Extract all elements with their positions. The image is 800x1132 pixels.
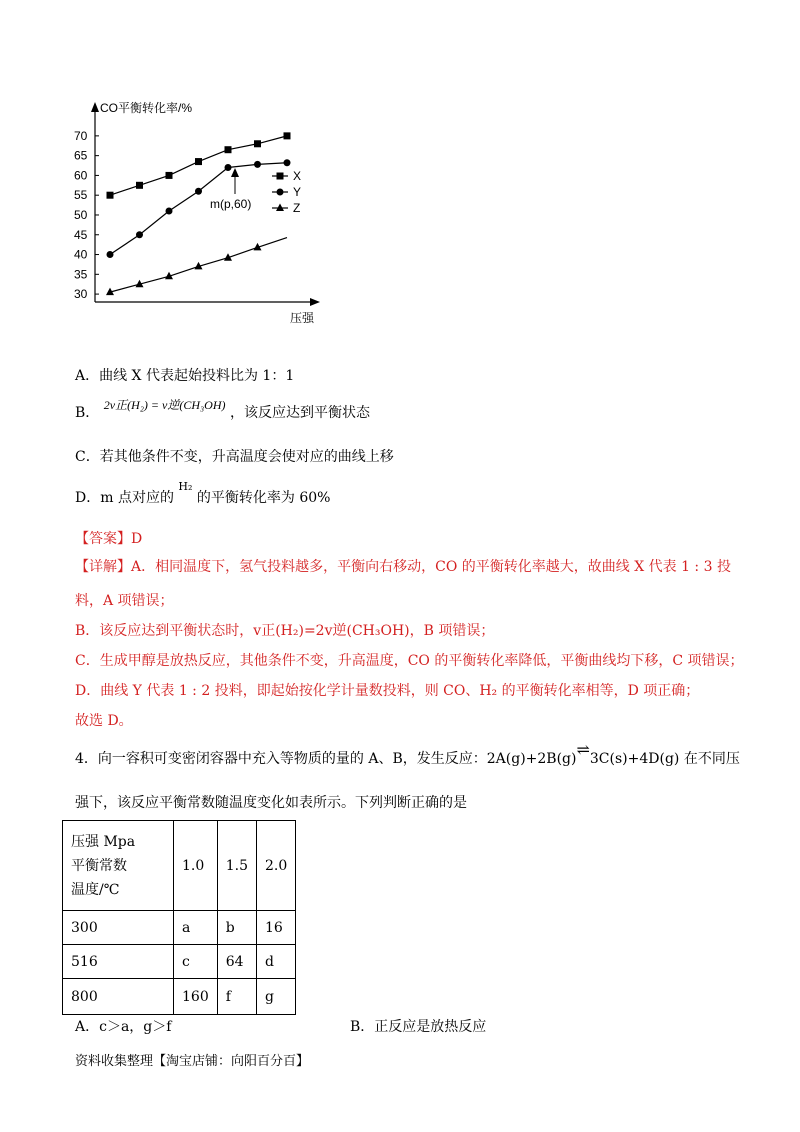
header-constant: 平衡常数	[71, 857, 127, 874]
legend-label-x: X	[293, 169, 302, 183]
y-tick-label: 55	[74, 188, 88, 203]
equilibrium-arrow-icon: ⇌	[576, 740, 590, 759]
option-b-formula: 2v正(H₂) = v逆(CH₃OH)	[103, 398, 226, 412]
table-cell: 300	[63, 911, 174, 945]
option-d-h2: H₂	[178, 480, 193, 493]
option-b-prefix: B．	[75, 405, 100, 421]
table-cell: d	[257, 945, 296, 979]
y-tick-label: 65	[74, 148, 88, 163]
annotation-m	[210, 168, 251, 211]
header-col-2: 1.5	[217, 821, 256, 911]
option-d	[75, 480, 331, 507]
q4-option-a: A．c＞a，g＞f	[75, 1019, 172, 1035]
legend-label-y: Y	[293, 185, 302, 199]
data-point-x	[254, 140, 261, 147]
table-row	[63, 911, 296, 945]
header-col-1: 1.0	[174, 821, 218, 911]
legend-marker-x	[277, 173, 284, 180]
y-tick-label: 35	[74, 267, 88, 282]
option-d-prefix: D．m 点对应的	[75, 490, 174, 506]
explain-line-4: C．生成甲醇是放热反应，其他条件不变，升高温度，CO 的平衡转化率降低，平衡曲线均下移，C 项错误；	[75, 653, 744, 669]
header-temperature: 温度/℃	[71, 881, 120, 898]
data-point-x	[166, 172, 173, 179]
chart-series	[106, 132, 291, 295]
data-point-y	[254, 161, 261, 168]
table-cell: 64	[217, 945, 256, 979]
data-point-y	[107, 251, 114, 258]
series-line-y	[110, 163, 287, 255]
table-cell: 800	[63, 979, 174, 1015]
option-b-suffix: ，该反应达到平衡状态	[229, 405, 370, 421]
x-axis-arrow	[310, 298, 320, 306]
table-header-cell	[63, 821, 174, 911]
series-z	[106, 238, 287, 296]
table-cell: c	[174, 945, 218, 979]
chart-legend	[272, 169, 301, 215]
q4-stem-line-1	[75, 740, 740, 768]
q4-stem-part-1: 4．向一容积可变密闭容器中充入等物质的量的 A、B，发生反应：2A(g)+2B(g)	[75, 751, 577, 767]
q4-table	[62, 820, 296, 1015]
y-tick-label: 45	[74, 227, 88, 242]
annotation-label: m(p,60)	[210, 197, 252, 211]
y-axis-arrow	[91, 102, 99, 112]
table-cell: f	[217, 979, 256, 1015]
y-tick-label: 60	[74, 168, 88, 183]
table-cell: 516	[63, 945, 174, 979]
table-row	[63, 945, 296, 979]
data-point-x	[136, 182, 143, 189]
explain-line-2: 料，A 项错误；	[75, 593, 174, 609]
y-tick-label: 30	[74, 287, 88, 302]
table-cell: a	[174, 911, 218, 945]
header-pressure: 压强 Mpa	[71, 833, 136, 850]
option-b	[75, 398, 370, 422]
legend-marker-z	[276, 204, 284, 212]
option-d-suffix: 的平衡转化率为 60%	[196, 490, 331, 506]
y-axis-label: CO平衡转化率/%	[100, 101, 193, 115]
legend-label-z: Z	[293, 201, 301, 215]
table-cell: 16	[257, 911, 296, 945]
co-conversion-chart	[60, 90, 340, 330]
table-header-row	[63, 821, 296, 911]
header-col-3: 2.0	[257, 821, 296, 911]
explain-line-6: 故选 D。	[75, 713, 133, 729]
data-point-x	[195, 158, 202, 165]
data-point-y	[284, 159, 291, 166]
data-point-x	[225, 146, 232, 153]
q4-stem-line-2: 强下，该反应平衡常数随温度变化如表所示。下列判断正确的是	[75, 795, 467, 811]
footer-text: 资料收集整理【淘宝店铺：向阳百分百】	[75, 1054, 310, 1069]
table-cell: 160	[174, 979, 218, 1015]
explain-line-1: 【详解】A．相同温度下，氢气投料越多，平衡向右移动，CO 的平衡转化率越大，故曲线 X 代表 1 : 3 投	[75, 559, 731, 575]
table-cell: g	[257, 979, 296, 1015]
table-cell: b	[217, 911, 256, 945]
y-tick-label: 40	[74, 247, 88, 262]
answer: 【答案】D	[75, 531, 143, 547]
data-point-y	[136, 231, 143, 238]
option-a: A．曲线 X 代表起始投料比为 1：1	[75, 368, 295, 384]
data-point-y	[166, 208, 173, 215]
y-tick-label: 50	[74, 207, 88, 222]
data-point-y	[225, 164, 232, 171]
table-row	[63, 979, 296, 1015]
y-tick-label: 70	[74, 128, 88, 143]
data-point-y	[195, 188, 202, 195]
q4-stem-part-2: 3C(s)+4D(g) 在不同压	[589, 751, 740, 767]
data-point-x	[107, 192, 114, 199]
x-axis-label: 压强	[290, 311, 315, 325]
q4-option-b: B．正反应是放热反应	[350, 1019, 487, 1035]
option-c: C．若其他条件不变，升高温度会使对应的曲线上移	[75, 449, 394, 465]
explain-line-3: B．该反应达到平衡状态时，v正(H₂)=2v逆(CH₃OH)，B 项错误；	[75, 623, 495, 639]
data-point-x	[284, 132, 291, 139]
legend-marker-y	[277, 189, 284, 196]
series-y	[107, 159, 291, 258]
explain-line-5: D．曲线 Y 代表 1 : 2 投料，即起始按化学计量数投料，则 CO、H₂ 的平衡转化率相等，D 项正确；	[75, 683, 700, 699]
